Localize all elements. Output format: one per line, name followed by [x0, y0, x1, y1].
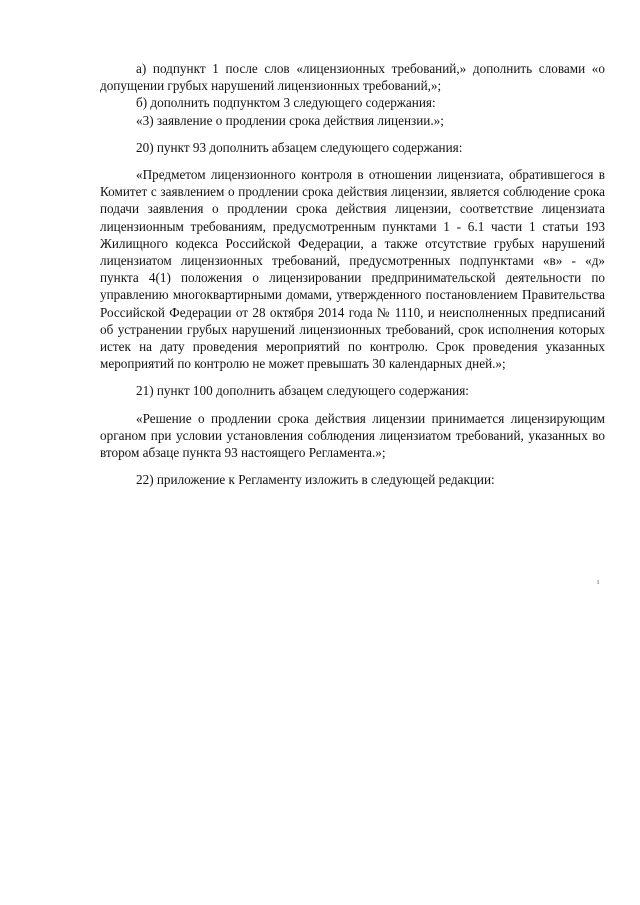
paragraph-quote-3: «3) заявление о продлении срока действия лицензии.»; — [136, 112, 444, 128]
paragraph-quote-subject: «Предметом лицензионного контроля в отношении лицензиата, обратившегося в Комитет с заявлением о продлении срока действия лицензии, является соблюдение срока подачи заявления о продлении срока действия лицензии, соответствие лицензиата лицензионным требованиям, предусмотренным пунктами 1 - 6.1 части 1 статьи 193 Жилищного кодекса Российской Федерации, а также отсутствие грубых нарушений лицензиатом лицензионных требований, предусмотренных подпунктами «в» - «д» пункта 4(1) положения о лицензировании предпринимательской деятельности по управлению многоквартирными домами, утвержденного постановлением Правительства Российской Федерации от 28 октября 2014 года № 1110, и неисполненных предписаний об устранении грубых нарушений лицензионных требований, срок исполнения которых истек на дату проведения мероприятий по контролю. Срок проведения указанных мероприятий по контролю не может превышать 30 календарных дней.»; — [100, 167, 605, 372]
paragraph-subclause-b: б) дополнить подпунктом 3 следующего содержания: — [136, 95, 436, 111]
paragraph-quote-decision: «Решение о продлении срока действия лицензии принимается лицензирующим органом при условии установления соблюдения лицензиатом требований, указанных во втором абзаце пункта 93 настоящего Регламента.»; — [100, 410, 605, 461]
paragraph-gap — [100, 156, 605, 166]
paragraph-item-21: 21) пункт 100 дополнить абзацем следующего содержания: — [136, 383, 469, 399]
paragraph-gap — [100, 461, 605, 471]
document-body — [100, 60, 605, 488]
paragraph-item-20: 20) пункт 93 дополнить абзацем следующего содержания: — [136, 139, 463, 155]
paragraph-subclause-a: а) подпункт 1 после слов «лицензионных требований,» дополнить словами «о допущении грубых нарушений лицензионных требований,»; — [100, 61, 605, 94]
paragraph-gap — [100, 372, 605, 382]
paragraph-gap — [100, 129, 605, 139]
paragraph-gap — [100, 400, 605, 410]
paragraph-item-22: 22) приложение к Регламенту изложить в следующей редакции: — [136, 472, 495, 488]
scan-artifact-mark: ı — [597, 577, 600, 586]
